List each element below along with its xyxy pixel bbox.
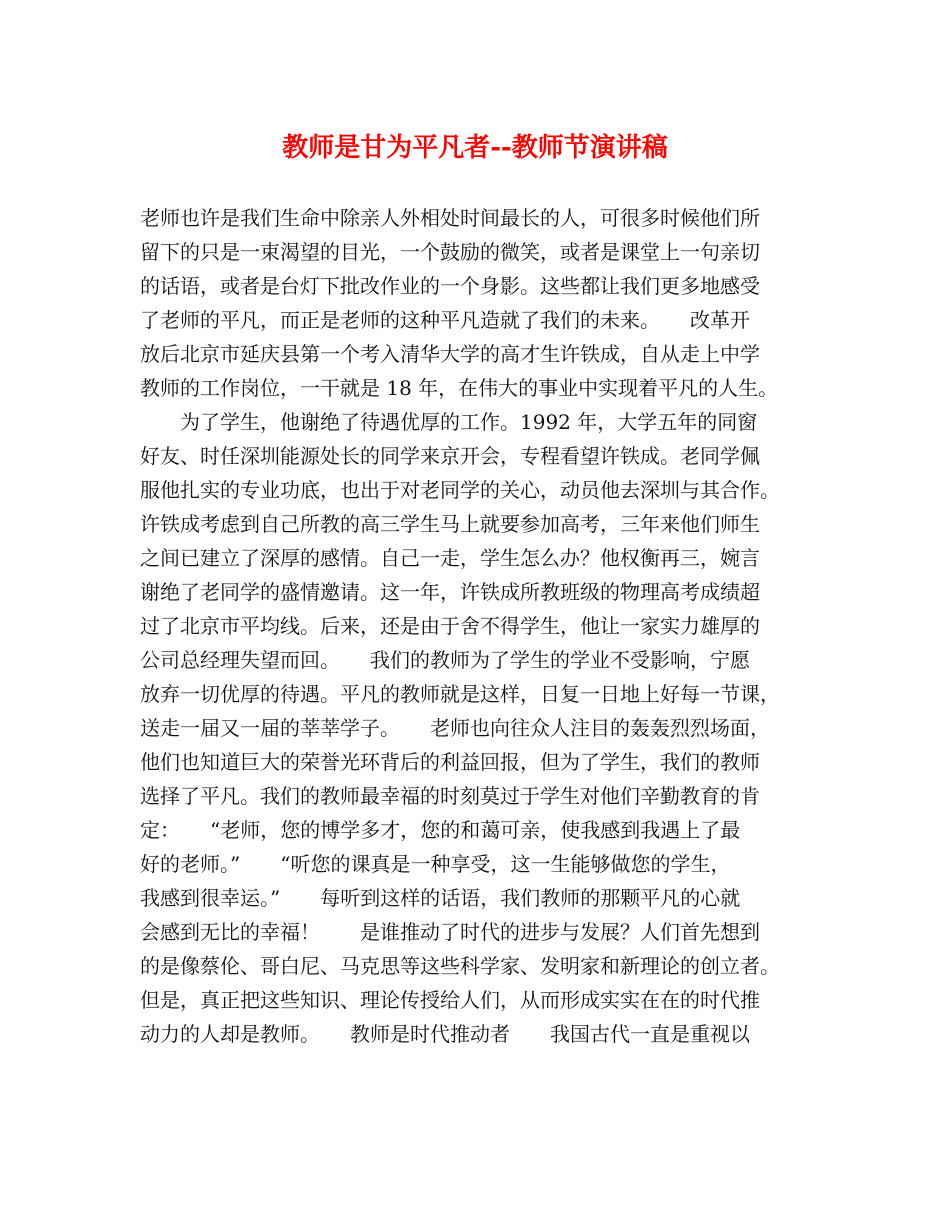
body-line: 服他扎实的专业功底，也出于对老同学的关心，动员他去深圳与其合作。 [140, 478, 780, 502]
document-title: 教师是甘为平凡者--教师节演讲稿 [282, 133, 668, 163]
body-line: 过了北京市平均线。后来，还是由于舍不得学生，他让一家实力雄厚的 [140, 614, 760, 638]
body-line: 好的老师。” “听您的课真是一种享受，这一生能够做您的学生， [140, 852, 731, 876]
body-line: 的话语，或者是台灯下批改作业的一个身影。这些都让我们更多地感受 [140, 274, 760, 298]
document-body [140, 201, 830, 1051]
body-line: 送走一届又一届的莘莘学子。 老师也向往众人注目的轰轰烈烈场面， [140, 716, 770, 740]
body-line: 他们也知道巨大的荣誉光环背后的利益回报，但为了学生，我们的教师 [140, 750, 760, 774]
body-line: 谢绝了老同学的盛情邀请。这一年，许铁成所教班级的物理高考成绩超 [140, 580, 760, 604]
body-line: 之间已建立了深厚的感情。自己一走，学生怎么办？他权衡再三，婉言 [140, 546, 760, 570]
body-line: 选择了平凡。我们的教师最幸福的时刻莫过于学生对他们辛勤教育的肯 [140, 784, 760, 808]
body-line: 但是，真正把这些知识、理论传授给人们，从而形成实实在在的时代推 [140, 988, 760, 1012]
body-line: 了老师的平凡，而正是老师的这种平凡造就了我们的未来。 改革开 [140, 308, 750, 332]
body-line: 会感到无比的幸福！ 是谁推动了时代的进步与发展？人们首先想到 [140, 920, 760, 944]
body-line: 好友、时任深圳能源处长的同学来京开会，专程看望许铁成。老同学佩 [140, 444, 760, 468]
body-line: 留下的只是一束渴望的目光，一个鼓励的微笑，或者是课堂上一句亲切 [140, 240, 760, 264]
body-line: 的是像蔡伦、哥白尼、马克思等这些科学家、发明家和新理论的创立者。 [140, 954, 780, 978]
body-line: 为了学生，他谢绝了待遇优厚的工作。1992 年，大学五年的同窗 [140, 410, 758, 434]
body-line: 放后北京市延庆县第一个考入清华大学的高才生许铁成，自从走上中学 [140, 342, 760, 366]
body-line: 放弃一切优厚的待遇。平凡的教师就是这样，日复一日地上好每一节课， [140, 682, 780, 706]
body-line: 公司总经理失望而回。 我们的教师为了学生的学业不受影响，宁愿 [140, 648, 750, 672]
body-line: 定： “老师，您的博学多才，您的和蔼可亲，使我感到我遇上了最 [140, 818, 741, 842]
body-line: 动力的人却是教师。 教师是时代推动者 我国古代一直是重视以 [140, 1022, 750, 1046]
body-line: 教师的工作岗位，一干就是 18 年，在伟大的事业中实现着平凡的人生。 [140, 376, 779, 400]
body-line: 老师也许是我们生命中除亲人外相处时间最长的人，可很多时候他们所 [140, 206, 760, 230]
body-line: 我感到很幸运。” 每听到这样的话语，我们教师的那颗平凡的心就 [140, 886, 741, 910]
body-line: 许铁成考虑到自己所教的高三学生马上就要参加高考，三年来他们师生 [140, 512, 760, 536]
